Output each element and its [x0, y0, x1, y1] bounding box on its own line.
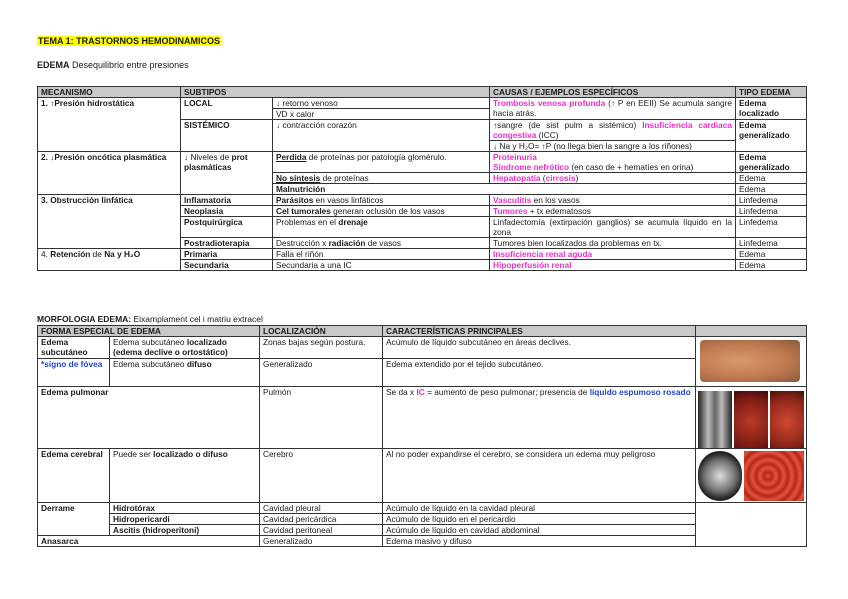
tipo-cell: Edema: [736, 184, 807, 195]
table-row: [38, 249, 807, 260]
cell: Acúmulo de líquido en el pericardio: [383, 514, 696, 525]
table-row: [38, 337, 807, 359]
cause-highlight: Hipoperfusión renal: [490, 260, 736, 271]
header-images: [696, 326, 807, 337]
cell: Malnutrición: [273, 184, 736, 195]
cell-underline: Perdida: [276, 152, 307, 162]
cell-text: de proteínas: [320, 173, 369, 183]
subtype-bold: prot plasmáticas: [184, 152, 248, 172]
cause-highlight: Insuficiencia renal aguda: [490, 249, 736, 260]
cell-text: = aumento de peso pulmonar; presencia de: [424, 387, 590, 397]
cause-cell: [490, 195, 736, 206]
cause-cell: Linfadectomía (extirpación ganglios) se acumula líquido en la zona: [490, 217, 736, 238]
tipo-cell: Linfedema: [736, 217, 807, 238]
cell: Acúmulo de líquido en cavidad abdominal: [383, 525, 696, 536]
hands-image-cell: [696, 337, 807, 387]
cell-text: de vasos: [365, 238, 401, 248]
cell: ↓ contracción corazón: [273, 120, 490, 152]
cell-bold: radiación: [328, 238, 366, 248]
cell: [110, 449, 260, 503]
table-row: [38, 514, 807, 525]
table-row: [38, 525, 807, 536]
tipo-cell: Edema generalizado: [736, 120, 807, 152]
table-header-row: [38, 326, 807, 337]
subtype-prot: [181, 152, 273, 195]
cell-text: de proteínas por patología glomérulo.: [306, 152, 447, 162]
cause-cell: ↓ Na y H₂O= ↑P (no llega bien la sangre a los riñones): [490, 141, 736, 152]
cell: VD x calor: [273, 109, 490, 120]
edema-subcutaneo-label: Edema subcutáneo: [38, 337, 110, 359]
subtype-cell: Primaria: [181, 249, 273, 260]
subtitle-rest: Desequilibrio entre presiones: [69, 60, 189, 70]
cell: Acúmulo de líquido en la cavidad pleural: [383, 503, 696, 514]
cell: [273, 238, 490, 249]
cell: [273, 206, 490, 217]
subtitle: [37, 60, 189, 70]
cell-bold: drenaje: [338, 217, 368, 227]
cell: [273, 152, 490, 173]
cell-text: Puede ser: [113, 449, 154, 459]
cell: [383, 387, 696, 449]
cell: [273, 173, 490, 184]
subtype-cell: Secundaria: [181, 260, 273, 271]
cell: [273, 217, 490, 238]
mechanism-1: 1. ↑Presión hidrostática: [38, 98, 181, 152]
tipo-cell: Edema: [736, 173, 807, 184]
cell: ↓ retorno venoso: [273, 98, 490, 109]
edema-cerebral-label: Edema cerebral: [38, 449, 110, 503]
brain-images-cell: [696, 449, 807, 503]
cell: Generalizado: [260, 536, 383, 547]
cause-highlight: cirrosis: [545, 173, 576, 183]
cell: Generalizado: [260, 359, 383, 387]
cause-text: ): [575, 173, 579, 183]
mechanism-bold: Na y H₂O: [104, 249, 141, 259]
morfologia-rest: Eixamplament cel i matriu extracel: [131, 314, 263, 324]
tipo-cell: Edema: [736, 260, 807, 271]
cell: Cavidad peritoneal: [260, 525, 383, 536]
cause-text: ↑sangre (de sist pulm a sistémico): [493, 120, 643, 130]
cell-text: en vasos linfáticos: [313, 195, 384, 205]
fovea-note: *signo de fóvea: [38, 359, 110, 387]
subtype-text: ↓ Niveles de: [184, 152, 232, 162]
brain-ct-image: [698, 451, 742, 501]
cell-text: Edema subcutáneo: [113, 337, 187, 347]
cell-bold: (edema declive o ortostático): [113, 347, 228, 357]
morfologia-title: [37, 314, 263, 324]
cell: Zonas bajas según postura.: [260, 337, 383, 359]
cause-cell: [490, 206, 736, 217]
subtitle-bold: EDEMA: [37, 60, 70, 70]
header-subtipos: SUBTIPOS: [181, 87, 490, 98]
cell: Acúmulo de líquido subcutáneo en áreas declives.: [383, 337, 696, 359]
cause-highlight: Tumores: [493, 206, 528, 216]
cell-bold: Cel tumorales: [276, 206, 331, 216]
cell-text: Edema subcutáneo: [113, 359, 187, 369]
mechanism-bold: Retención: [50, 249, 91, 259]
cell-underline: No síntesis: [276, 173, 321, 183]
table-row: [38, 195, 807, 206]
mechanism-2: 2. ↓Presión oncótica plasmática: [38, 152, 181, 195]
cause-highlight: Hepatopatía: [493, 173, 541, 183]
cause-text: + tx edematosos: [527, 206, 591, 216]
tipo-cell: Linfedema: [736, 206, 807, 217]
table-row: [38, 152, 807, 173]
subtype-cell: Postquirúrgica: [181, 217, 273, 238]
morphology-table: [37, 325, 807, 547]
lung-image: [770, 391, 804, 449]
cell-bold: localizado: [186, 337, 227, 347]
header-tipo: TIPO EDEMA: [736, 87, 807, 98]
cell: Edema extendido por el tejido subcutáneo.: [383, 359, 696, 387]
chest-xray-image: [698, 391, 732, 449]
cell: Hidropericardi: [110, 514, 260, 525]
table-row: [38, 449, 807, 503]
cause-cell: Tumores bien localizados da problemas en tx.: [490, 238, 736, 249]
cause-cell: [490, 98, 736, 120]
header-forma: FORMA ESPECIAL DE EDEMA: [38, 326, 260, 337]
brain-image: [744, 451, 804, 501]
cause-text: (: [540, 173, 546, 183]
cell: Pulmón: [260, 387, 383, 449]
cause-highlight: Trombosis venosa profunda: [493, 98, 606, 108]
derrame-label: Derrame: [38, 503, 110, 536]
mechanism-text: de: [90, 249, 105, 259]
tipo-cell: Edema generalizado: [736, 152, 807, 173]
cause-text: (en caso de + hematíes en orina): [569, 162, 694, 172]
header-causas: CAUSAS / EJEMPLOS ESPECÍFICOS: [490, 87, 736, 98]
cell-text: generan oclusión de los vasos: [330, 206, 445, 216]
subtype-local: LOCAL: [181, 98, 273, 120]
lung-images-cell: [696, 387, 807, 449]
table-row: [38, 536, 807, 547]
lung-image: [734, 391, 768, 449]
subtype-cell: Postradioterapia: [181, 238, 273, 249]
cause-text: (ICC): [536, 130, 559, 140]
cell: Secundaria a una IC: [273, 260, 490, 271]
cell: Falla el riñón: [273, 249, 490, 260]
cell-highlight: IC: [416, 387, 425, 397]
table-row: [38, 98, 807, 109]
header-caracteristicas: CARACTERÍSTICAS PRINCIPALES: [383, 326, 696, 337]
cause-highlight: Síndrome nefrótico: [493, 162, 570, 172]
cell: [110, 337, 260, 359]
mechanisms-table: [37, 86, 807, 271]
cell: Hidrotórax: [110, 503, 260, 514]
cell: Cavidad pericárdica: [260, 514, 383, 525]
cause-highlight: Vasculitis: [493, 195, 532, 205]
cell: Edema masivo y difuso: [383, 536, 696, 547]
edema-pulmonar-label: Edema pulmonar: [38, 387, 260, 449]
table-row: [38, 387, 807, 449]
tipo-cell: Linfedema: [736, 238, 807, 249]
cell-bold: Parásitos: [276, 195, 314, 205]
cell: Al no poder expandirse el cerebro, se considera un edema muy peligroso: [383, 449, 696, 503]
cause-highlight: Proteinuria: [493, 152, 537, 162]
subtype-cell: Inflamatoria: [181, 195, 273, 206]
morfologia-bold: MORFOLOGIA EDEMA:: [37, 314, 132, 324]
cause-text: en los vasos: [531, 195, 580, 205]
cell: Cavidad pleural: [260, 503, 383, 514]
subtype-sistemico: SISTÉMICO: [181, 120, 273, 152]
cell: [273, 195, 490, 206]
tipo-cell: Linfedema: [736, 195, 807, 206]
cause-text: (↑ P en EEII) Se acumula sangre hacía atrás.: [493, 98, 733, 118]
anasarca-label: Anasarca: [38, 536, 260, 547]
cell-text: Problemas en el: [276, 217, 339, 227]
cell-blue: líquido espumoso rosado: [589, 387, 691, 397]
cause-cell: [490, 120, 736, 141]
mechanism-4: [38, 249, 181, 271]
header-localizacion: LOCALIZACIÓN: [260, 326, 383, 337]
cell-text: Se da x: [386, 387, 417, 397]
subtype-cell: Neoplasia: [181, 206, 273, 217]
cell-bold: localizado o difuso: [153, 449, 228, 459]
cause-cell: [490, 173, 736, 184]
mechanism-3: 3. Obstrucción linfática: [38, 195, 181, 249]
cause-highlight: Insuficiencia cardiaca congestiva: [493, 120, 732, 140]
edema-hands-image: [700, 340, 800, 382]
empty-cell: [696, 503, 807, 547]
table-row: [38, 359, 807, 387]
tipo-cell: Edema: [736, 249, 807, 260]
cell: Ascitis (hidroperitoni): [110, 525, 260, 536]
cell: [110, 359, 260, 387]
tipo-cell: Edema localizado: [736, 98, 807, 120]
cell: Cerebro: [260, 449, 383, 503]
cell-text: Destrucción x: [276, 238, 329, 248]
mechanism-text: 4.: [41, 249, 51, 259]
cell-bold: difuso: [186, 359, 212, 369]
table-header-row: [38, 87, 807, 98]
header-mecanismo: MECANISMO: [38, 87, 181, 98]
table-row: [38, 503, 807, 514]
page-title: TEMA 1: TRASTORNOS HEMODINAMICOS: [38, 36, 221, 46]
cause-cell: [490, 152, 736, 173]
